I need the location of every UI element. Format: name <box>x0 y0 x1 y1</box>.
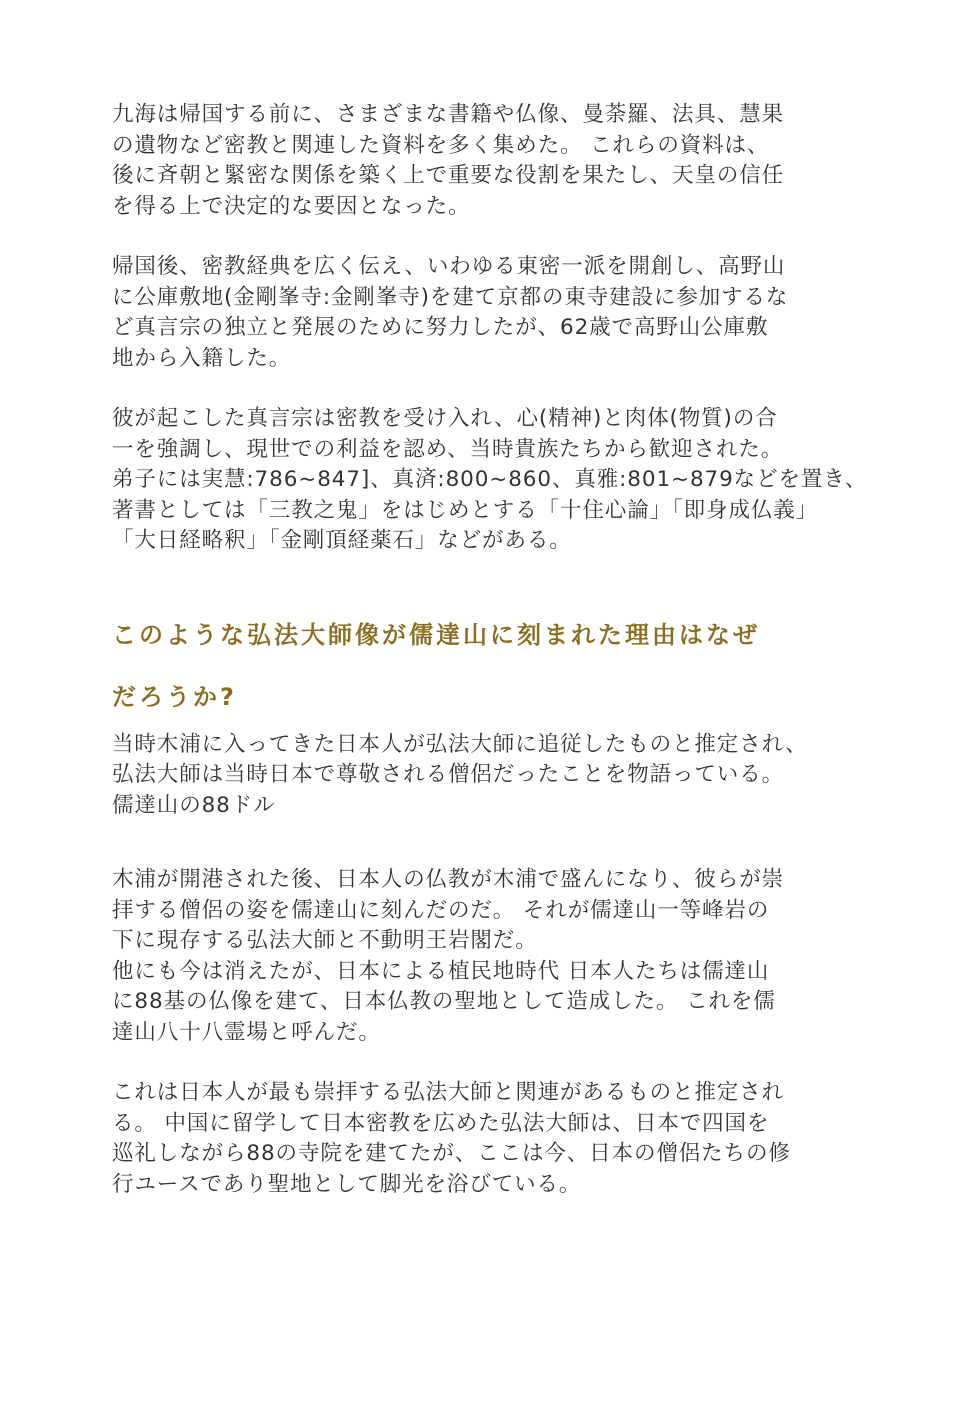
text-line: 下に現存する弘法大師と不動明王岩閣だ。 <box>112 928 538 953</box>
text-line: に88基の仏像を建て、日本仏教の聖地として造成した。 これを儒 <box>112 989 776 1014</box>
text-line: 他にも今は消えたが、日本による植民地時代 日本人たちは儒達山 <box>112 958 770 984</box>
section-spacer <box>112 715 882 730</box>
paragraph-shingon-teachings <box>112 404 882 557</box>
paragraph-shikoku-pilgrimage <box>112 1078 882 1200</box>
text-line: 一を強調し、現世での利益を認め、当時貴族たちから歓迎された。 <box>112 436 784 462</box>
text-line: ど真言宗の独立と発展のために努力したが、62歳で高野山公庫敷 <box>112 315 769 340</box>
text-line: の遺物など密教と関連した資料を多く集めた。 これらの資料は、 <box>112 132 770 158</box>
paragraph-spacer <box>112 222 882 252</box>
section-heading <box>112 617 882 715</box>
text-line: 「大日経略釈」「金剛頂経薬石」などがある。 <box>112 528 572 553</box>
text-line: 拝する僧侶の姿を儒達山に刻んだのだ。 それが儒達山一等峰岩の <box>112 897 770 923</box>
text-line: 九海は帰国する前に、さまざまな書籍や仏像、曼荼羅、法具、慧果 <box>112 102 785 127</box>
paragraph-spacer <box>112 1048 882 1078</box>
section-spacer <box>112 557 882 617</box>
paragraph-kukai-collection <box>112 100 882 222</box>
paragraph-mokpo-buddhism <box>112 865 882 1048</box>
paragraph-return-koyasan <box>112 252 882 374</box>
text-line: 後に斉朝と緊密な関係を築く上で重要な役割を果たし、天皇の信任 <box>112 163 785 188</box>
text-line: 彼が起こした真言宗は密教を受け入れ、心(精神)と肉体(物質)の合 <box>112 406 778 431</box>
text-line: 地から入籍した。 <box>112 345 292 371</box>
text-line: 木浦が開港された後、日本人の仏教が木浦で盛んになり、彼らが崇 <box>112 867 785 892</box>
text-line: る。 中国に留学して日本密教を広めた弘法大師は、日本で四国を <box>112 1110 770 1136</box>
text-line: を得る上で決定的な要因となった。 <box>112 193 471 219</box>
text-line: 著書としては「三教之鬼」をはじめとする「十住心論」「即身成仏義」 <box>112 497 819 523</box>
heading-line: このような弘法大師像が儒達山に刻まれた理由はなぜ <box>112 620 760 649</box>
text-line: 巡礼しながら88の寺院を建てたが、ここは今、日本の僧侶たちの修 <box>112 1141 791 1166</box>
paragraph-spacer <box>112 821 882 865</box>
text-line: に公庫敷地(金剛峯寺:金剛峯寺)を建て京都の東寺建設に参加するな <box>112 284 789 310</box>
text-line: 達山八十八霊場と呼んだ。 <box>112 1019 381 1045</box>
text-line: 当時木浦に入ってきた日本人が弘法大師に追従したものと推定され、 <box>112 731 808 757</box>
text-line: 弟子には実慧:786~847]、真済:800~860、真雅:801~879などを置き、 <box>112 467 868 492</box>
text-line: 帰国後、密教経典を広く伝え、いわゆる東密一派を開創し、高野山 <box>112 254 786 279</box>
heading-line: だろうか? <box>112 682 237 711</box>
text-line: これは日本人が最も崇拝する弘法大師と関連があるものと推定され <box>112 1080 785 1105</box>
paragraph-japanese-settlers <box>112 730 882 822</box>
text-line: 弘法大師は当時日本で尊敬される僧侶だったことを物語っている。 <box>112 762 785 787</box>
text-line: 儒達山の88ドル <box>112 792 276 818</box>
paragraph-spacer <box>112 374 882 404</box>
text-line: 行ユースであり聖地として脚光を浴びている。 <box>112 1171 582 1197</box>
document-body <box>112 100 882 1200</box>
